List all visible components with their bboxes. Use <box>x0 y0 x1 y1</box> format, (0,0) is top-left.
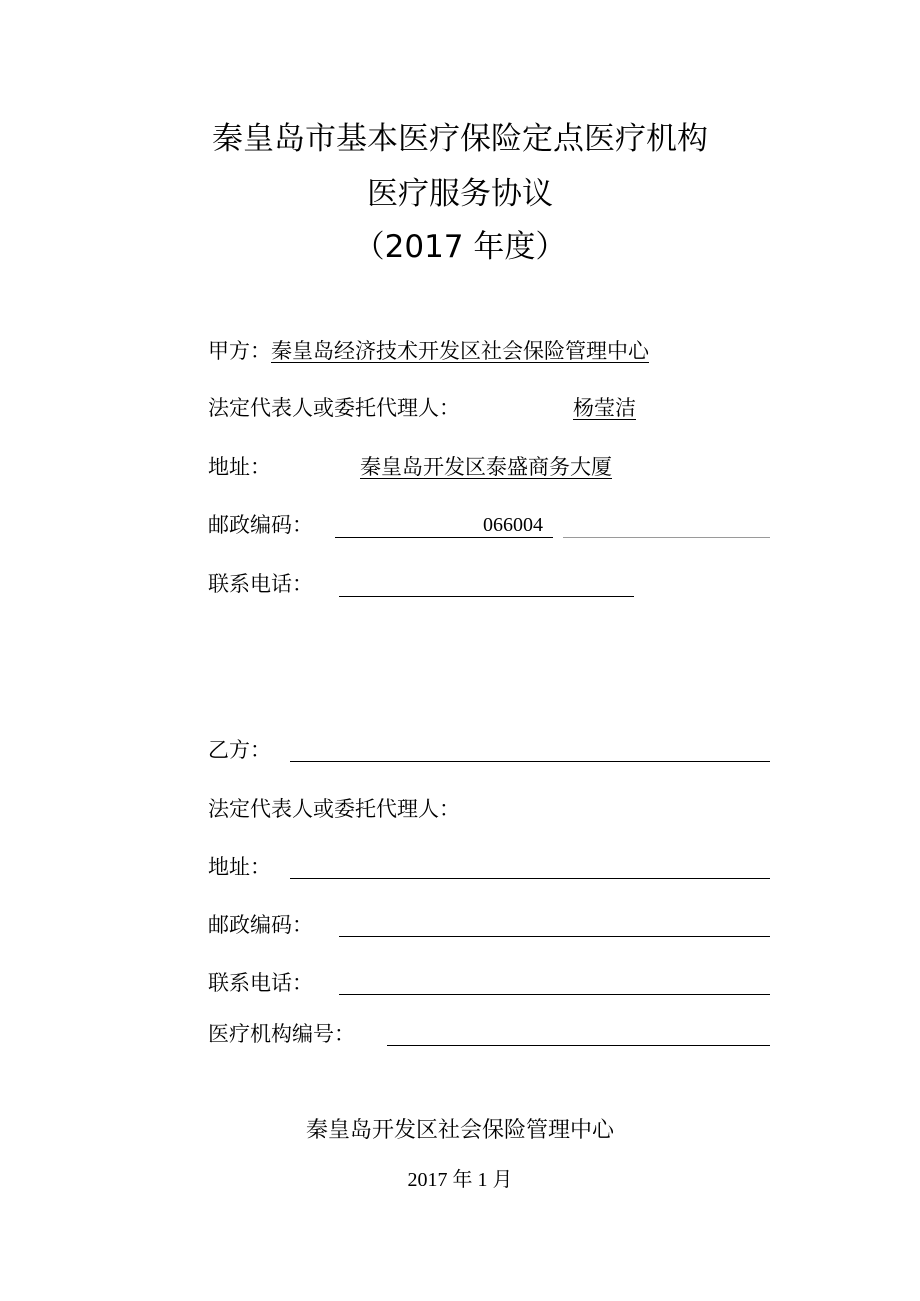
party-b-address-line <box>290 878 770 879</box>
party-b-org-code-label: 医疗机构编号： <box>208 1022 355 1046</box>
issuer-name: 秦皇岛开发区社会保险管理中心 <box>305 1118 614 1143</box>
party-a-name: 秦皇岛经济技术开发区社会保险管理中心 <box>271 339 649 363</box>
party-b-label: 乙方： <box>208 738 271 762</box>
party-a-postcode-value: 066004 <box>483 514 543 536</box>
document-title-line2: 医疗服务协议 <box>367 176 553 212</box>
party-a-phone-line <box>339 596 634 597</box>
party-a-postcode-line-right <box>563 537 770 538</box>
party-a-postcode-line-left <box>335 537 483 538</box>
party-b-org-code-line <box>387 1045 770 1046</box>
party-b-postcode-line <box>339 936 770 937</box>
party-a-rep-label: 法定代表人或委托代理人： <box>208 396 460 420</box>
party-b-phone-line <box>339 994 770 995</box>
document-title-year: （2017 年度） <box>353 229 567 265</box>
issue-date: 2017 年 1 月 <box>407 1169 513 1191</box>
party-a-address-value: 秦皇岛开发区泰盛商务大厦 <box>360 455 612 479</box>
party-b-rep-label: 法定代表人或委托代理人： <box>208 797 460 821</box>
party-b-phone-label: 联系电话： <box>208 971 313 995</box>
party-b-address-label: 地址： <box>208 855 271 879</box>
party-b-name-line <box>290 761 770 762</box>
party-a-row <box>208 336 649 366</box>
party-b-postcode-label: 邮政编码： <box>208 913 313 937</box>
party-a-postcode-label: 邮政编码： <box>208 513 313 537</box>
document-title-line1: 秦皇岛市基本医疗保险定点医疗机构 <box>212 121 708 157</box>
party-a-rep-value: 杨莹洁 <box>573 396 636 420</box>
party-a-phone-label: 联系电话： <box>208 572 313 596</box>
party-a-postcode-underline <box>483 537 553 538</box>
party-a-label: 甲方： <box>208 339 271 363</box>
party-a-address-label: 地址： <box>208 455 271 479</box>
